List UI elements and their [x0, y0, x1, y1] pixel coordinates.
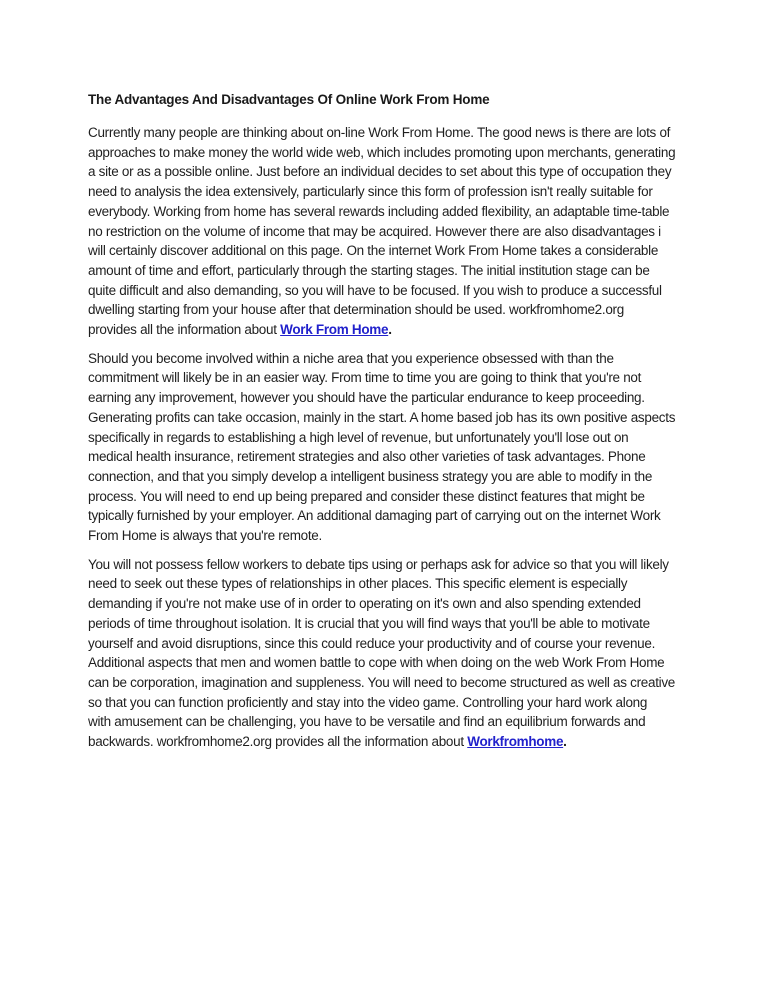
text-line: commitment will likely be in an easier way. From time to time you are going to think that you're not	[88, 370, 642, 386]
text-line: specifically in regards to establishing a high level of revenue, but unfortunately you'll lose out on	[88, 429, 629, 445]
text-line: dwelling starting from your house after that determination should be used. workfromhome2.org	[88, 302, 624, 318]
link-suffix: .	[563, 734, 567, 750]
paragraph	[88, 123, 728, 340]
text-line: yourself and avoid disruptions, since this could reduce your productivity and of course your revenue.	[88, 635, 656, 651]
text-line: You will not possess fellow workers to debate tips using or perhaps ask for advice so that you will likely	[88, 556, 669, 572]
link-suffix: .	[388, 322, 392, 338]
text-line: everybody. Working from home has several rewards including added flexibility, an adaptable time-table	[88, 203, 670, 219]
text-line: backwards. workfromhome2.org provides all the information about Workfromhome.	[88, 734, 567, 750]
text-line: will certainly discover additional on this page. On the internet Work From Home takes a considerable	[88, 243, 659, 259]
text-line: From Home is always that you're remote.	[88, 528, 322, 544]
text-line: Should you become involved within a niche area that you experience obsessed with than the	[88, 350, 614, 366]
text-line: amount of time and effort, particularly through the starting stages. The initial institution stage can be	[88, 262, 650, 278]
text-line: demanding if you're not make use of in order to operating on it's own and also spending extended	[88, 596, 641, 612]
text-line: can be corporation, imagination and suppleness. You will need to become structured as well as creative	[88, 674, 676, 690]
text-line: medical health insurance, retirement strategies and also other varieties of task advantages. Phone	[88, 449, 646, 465]
document-body	[88, 123, 728, 752]
text-line: connection, and that you simply develop a intelligent business strategy you are able to modify in the	[88, 468, 653, 484]
text-line: Generating profits can take occasion, mainly in the start. A home based job has its own positive aspects	[88, 409, 676, 425]
text-line: quite difficult and also demanding, so you will have to be focused. If you wish to produce a successful	[88, 282, 662, 298]
text-line: periods of time throughout isolation. It is crucial that you will find ways that you'll be able to motivate	[88, 615, 650, 631]
text-line: earning any improvement, however you should have the particular endurance to keep proceeding.	[88, 390, 645, 406]
text-line: approaches to make money the world wide web, which includes promoting upon merchants, generating	[88, 144, 676, 160]
text-line: process. You will need to end up being prepared and consider these distinct features that might be	[88, 488, 645, 504]
text-line: need to analysis the idea extensively, particularly since this form of profession isn't really suitable for	[88, 184, 653, 200]
text-line: provides all the information about Work From Home.	[88, 322, 392, 338]
text-line: need to seek out these types of relationships in other places. This specific element is especially	[88, 576, 628, 592]
text-line: a site or as a possible online. Just before an individual decides to set about this type of occupation they	[88, 164, 672, 180]
text-line: Additional aspects that men and women battle to cope with when doing on the web Work From Home	[88, 655, 665, 671]
paragraph	[88, 349, 728, 546]
work-from-home-link[interactable]: Work From Home	[280, 322, 389, 338]
text-line: Currently many people are thinking about on-line Work From Home. The good news is there are lots of	[88, 125, 671, 140]
text-line: with amusement can be challenging, you have to be versatile and find an equilibrium forwards and	[88, 714, 646, 730]
workfromhome-link[interactable]: Workfromhome	[467, 734, 564, 750]
text-line: no restriction on the volume of income that may be acquired. However there are also disadvantages i	[88, 223, 661, 239]
document-title: The Advantages And Disadvantages Of Online Work From Home	[88, 92, 490, 107]
text-line: typically furnished by your employer. An additional damaging part of carrying out on the internet Work	[88, 508, 661, 524]
text-line: so that you can function proficiently and stay into the video game. Controlling your hard work along	[88, 694, 648, 710]
paragraph	[88, 555, 728, 752]
